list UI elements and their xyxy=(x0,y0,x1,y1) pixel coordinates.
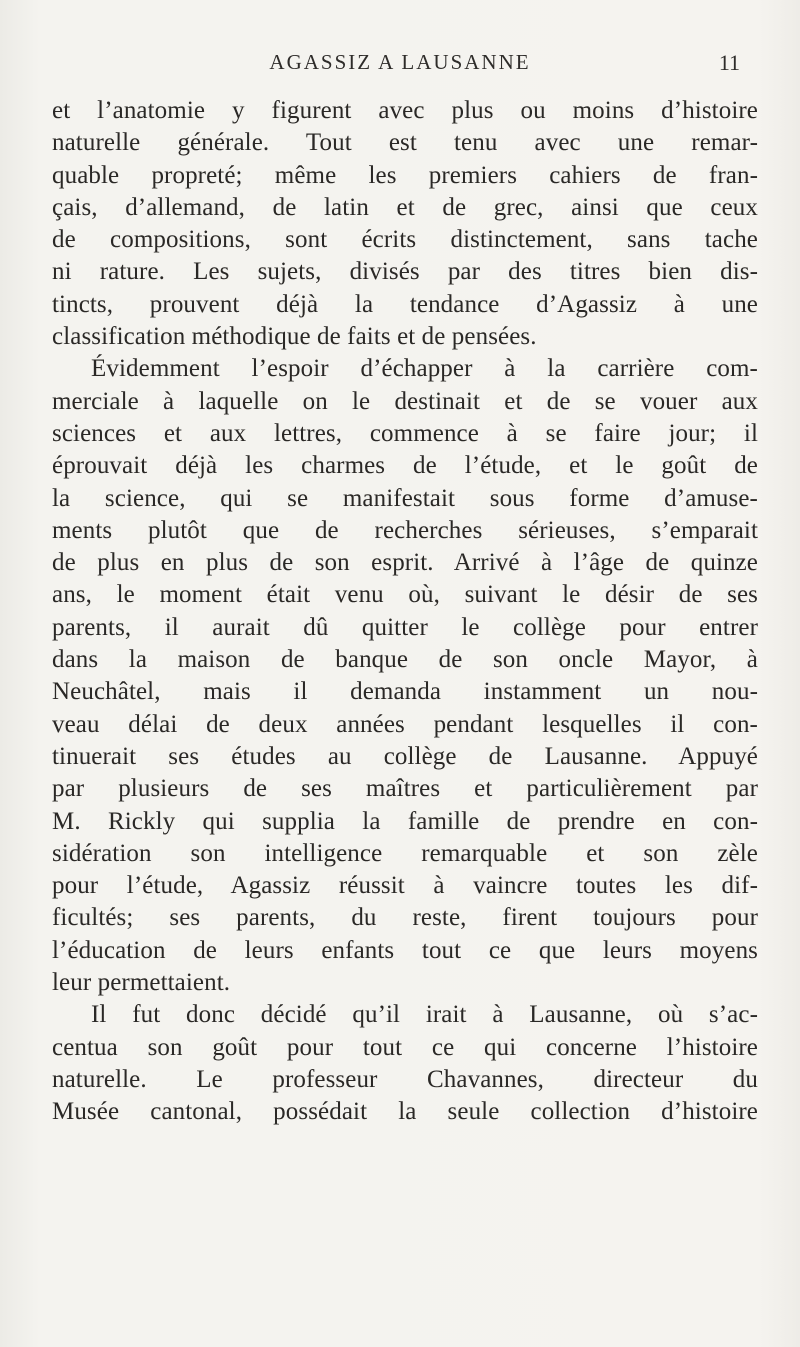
text-line: sciences et aux lettres, commence à se faire jour; il xyxy=(52,419,758,447)
text-line: naturelle. Le professeur Chavannes, directeur du xyxy=(52,1065,758,1093)
text-line: ments plutôt que de recherches sérieuses, s’emparait xyxy=(52,516,758,544)
text-line: et l’anatomie y figurent avec plus ou moins d’histoire xyxy=(52,97,758,124)
text-line: Musée cantonal, possédait la seule collection d’histoire xyxy=(52,1098,758,1126)
text-line: parents, il aurait dû quitter le collège pour entrer xyxy=(52,613,758,641)
text-line: Il fut donc décidé qu’il irait à Lausanne, où s’ac- xyxy=(91,1001,758,1029)
text-line: de plus en plus de son esprit. Arrivé à l’âge de quinze xyxy=(52,549,758,577)
text-line: tincts, prouvent déjà la tendance d’Agassiz à une xyxy=(52,290,758,318)
text-line: ans, le moment était venu où, suivant le désir de ses xyxy=(52,581,758,609)
body-text xyxy=(52,95,758,1129)
text-line: la science, qui se manifestait sous forme d’amuse- xyxy=(52,484,758,512)
text-line: par plusieurs de ses maîtres et particulièrement par xyxy=(52,775,758,803)
text-line: l’éducation de leurs enfants tout ce que leurs moyens xyxy=(52,936,758,964)
text-line: classification méthodique de faits et de pensées. xyxy=(52,323,537,351)
text-line: centua son goût pour tout ce qui concerne l’histoire xyxy=(52,1033,758,1061)
text-line: M. Rickly qui supplia la famille de prendre en con- xyxy=(52,807,758,835)
text-line: veau délai de deux années pendant lesquelles il con- xyxy=(52,710,758,738)
text-line: Neuchâtel, mais il demanda instamment un nou- xyxy=(52,678,758,706)
text-line: sidération son intelligence remarquable et son zèle xyxy=(52,839,758,867)
page-number: 11 xyxy=(718,50,740,75)
text-line: quable propreté; même les premiers cahiers de fran- xyxy=(52,161,758,189)
text-line: de compositions, sont écrits distinctement, sans tache xyxy=(52,226,758,254)
text-line: leur permettaient. xyxy=(52,969,231,997)
text-line: Évidemment l’espoir d’échapper à la carrière com- xyxy=(91,355,758,383)
text-line: dans la maison de banque de son oncle Mayor, à xyxy=(52,646,758,674)
text-line: éprouvait déjà les charmes de l’étude, et le goût de xyxy=(52,452,758,480)
text-line: tinuerait ses études au collège de Lausanne. Appuyé xyxy=(52,742,758,770)
running-title: AGASSIZ A LAUSANNE xyxy=(269,50,531,74)
text-line: ni rature. Les sujets, divisés par des titres bien dis- xyxy=(52,258,758,286)
text-line: ficultés; ses parents, du reste, firent toujours pour xyxy=(52,904,758,932)
text-line: merciale à laquelle on le destinait et de se vouer aux xyxy=(52,387,758,415)
text-line: pour l’étude, Agassiz réussit à vaincre toutes les dif- xyxy=(52,872,758,900)
running-head xyxy=(0,50,800,80)
text-line: naturelle générale. Tout est tenu avec une remar- xyxy=(52,129,758,157)
text-line: çais, d’allemand, de latin et de grec, ainsi que ceux xyxy=(52,193,758,221)
